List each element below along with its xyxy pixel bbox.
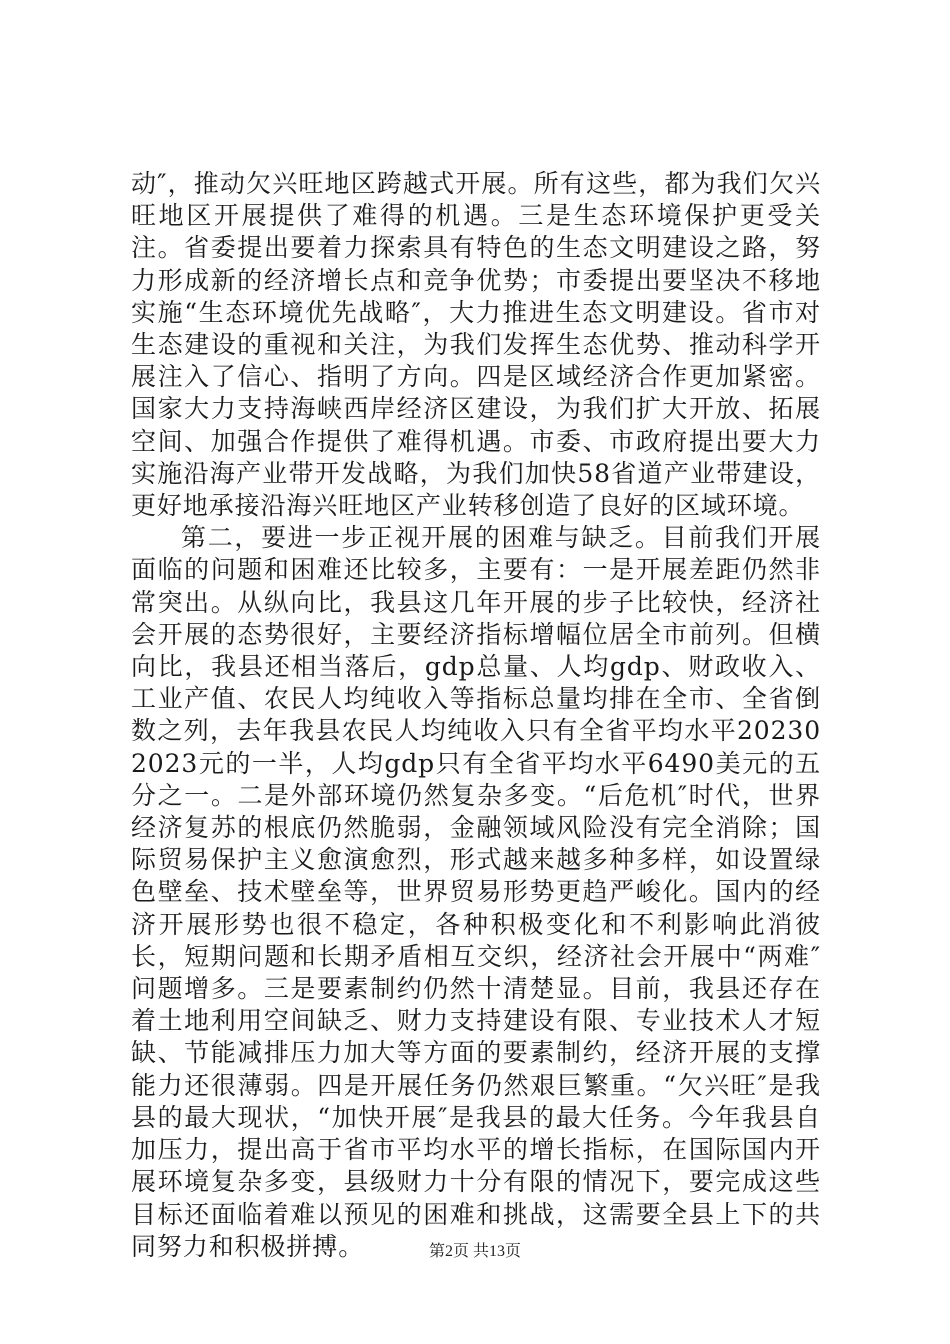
document-body — [131, 168, 821, 1263]
paragraph-opportunities: 动″，推动欠兴旺地区跨越式开展。所有这些，都为我们欠兴旺地区开展提供了难得的机遇。三是生态环境保护更受关注。省委提出要着力探索具有特色的生态文明建设之路，努力形成新的经济增长点和竞争优势；市委提出要坚决不移地实施“生态环境优先战略″，大力推进生态文明建设。省市对生态建设的重视和关注，为我们发挥生态优势、推动科学开展注入了信心、指明了方向。四是区域经济合作更加紧密。国家大力支持海峡西岸经济区建设，为我们扩大开放、拓展空间、加强合作提供了难得机遇。市委、市政府提出要大力实施沿海产业带开发战略，为我们加快58省道产业带建设，更好地承接沿海兴旺地区产业转移创造了良好的区域环境。 — [131, 169, 821, 521]
page-indicator: 第2页 共13页 — [428, 1243, 521, 1260]
paragraph-difficulties: 第二，要进一步正视开展的困难与缺乏。目前我们开展面临的问题和困难还比较多，主要有：一是开展差距仍然非常突出。从纵向比，我县这几年开展的步子比较快，经济社会开展的态势很好，主要经济指标增幅位居全市前列。但横向比，我县还相当落后，gdp总量、人均gdp、财政收入、工业产值、农民人均纯收入等指标总量均排在全市、全省倒数之列，去年我县农民人均纯收入只有全省平均水平202302023元的一半，人均gdp只有全省平均水平6490美元的五分之一。二是外部环境仍然复杂多变。“后危机″时代，世界经济复苏的根底仍然脆弱，金融领域风险没有完全消除；国际贸易保护主义愈演愈烈，形式越来越多种多样，如设置绿色壁垒、技术壁垒等，世界贸易形势更趋严峻化。国内的经济开展形势也很不稳定，各种积极变化和不利影响此消彼长，短期问题和长期矛盾相互交织，经济社会开展中“两难″问题增多。三是要素制约仍然十清楚显。目前，我县还存在着土地利用空间缺乏、财力支持建设有限、专业技术人才短缺、节能减排压力加大等方面的要素制约，经济开展的支撑能力还很薄弱。四是开展任务仍然艰巨繁重。“欠兴旺″是我县的最大现状，“加快开展″是我县的最大任务。今年我县自加压力，提出高于省市平均水平的增长指标，在国际国内开展环境复杂多变，县级财力十分有限的情况下，要完成这些目标还面临着难以预见的困难和挑战，这需要全县上下的共同努力和积极拼搏。 — [131, 523, 821, 1261]
page-footer — [0, 1242, 950, 1262]
